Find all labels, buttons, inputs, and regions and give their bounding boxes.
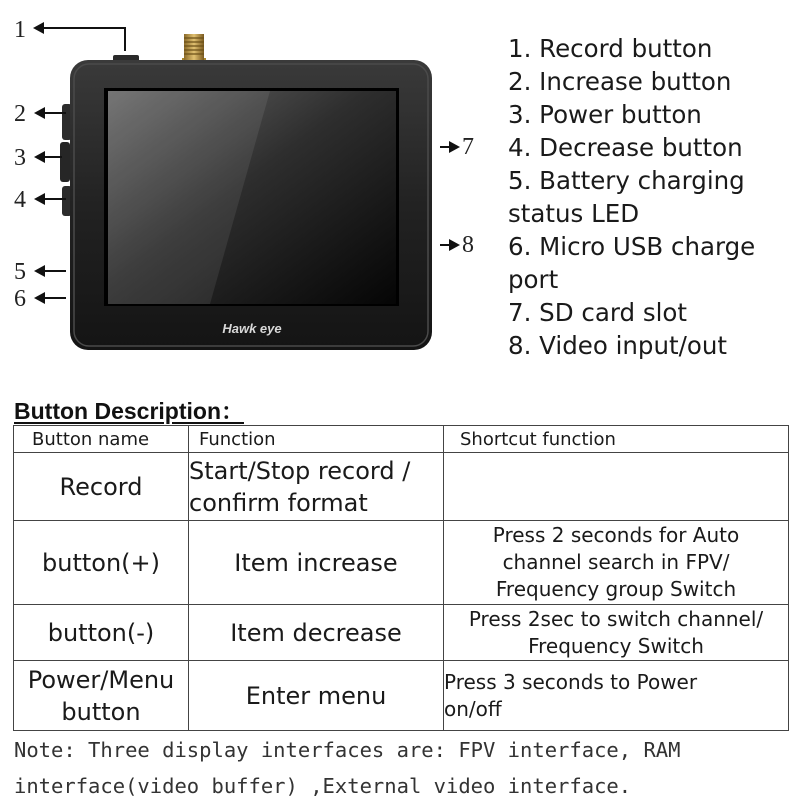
header-shortcut: Shortcut function (444, 426, 789, 453)
legend-item-record: 1. Record button (508, 34, 713, 63)
callout-2: 2 (14, 101, 26, 127)
cell-shortcut: Press 3 seconds to Power on/off (444, 661, 789, 731)
section-title: Button Description： (14, 398, 244, 424)
cell-button-name: Record (14, 453, 189, 521)
cell-button-name: button(+) (14, 521, 189, 605)
arrow-7-head (449, 141, 460, 153)
table-row (14, 453, 789, 521)
callout-4: 4 (14, 187, 26, 213)
legend-item-video-io: 8. Video input/out (508, 331, 727, 360)
cell-shortcut (444, 453, 789, 521)
cell-shortcut: Press 2sec to switch channel/ Frequency Switch (444, 605, 789, 661)
callout-6: 6 (14, 286, 26, 312)
legend-item-usb-port: 6. Micro USB charge port (508, 232, 756, 294)
header-button-name: Button name (14, 426, 189, 453)
button-description-table (13, 425, 789, 731)
cell-function: Item decrease (189, 605, 444, 661)
table-row (14, 661, 789, 731)
arrow-8-head (449, 239, 460, 251)
legend-item-power: 3. Power button (508, 100, 702, 129)
cell-button-name: Power/Menu button (14, 661, 189, 731)
table-header-row (14, 426, 789, 453)
arrow-1-line (40, 27, 126, 29)
legend-item-decrease: 4. Decrease button (508, 133, 743, 162)
table-row (14, 605, 789, 661)
legend-item-increase: 2. Increase button (508, 67, 732, 96)
cell-shortcut: Press 2 seconds for Auto channel search in FPV/ Frequency group Switch (444, 521, 789, 605)
callout-5: 5 (14, 259, 26, 285)
footnote: Note: Three display interfaces are: FPV interface, RAM interface(video buffer) ,External video interface. (14, 738, 681, 798)
parts-legend (508, 32, 798, 362)
callout-7: 7 (462, 134, 474, 160)
legend-item-battery-led: 5. Battery charging status LED (508, 166, 745, 228)
callout-1: 1 (14, 17, 26, 43)
cell-function: Start/Stop record / confirm format (189, 453, 444, 521)
monitor-illustration (0, 0, 500, 370)
brand-logo: Hawk eye (222, 321, 282, 336)
cell-function: Item increase (189, 521, 444, 605)
header-function: Function (189, 426, 444, 453)
callout-8: 8 (462, 232, 474, 258)
callout-3: 3 (14, 145, 26, 171)
cell-button-name: button(-) (14, 605, 189, 661)
cell-function: Enter menu (189, 661, 444, 731)
device-figure (0, 0, 500, 370)
table-row (14, 521, 789, 605)
arrow-1-drop (124, 27, 126, 51)
legend-item-sd-slot: 7. SD card slot (508, 298, 688, 327)
